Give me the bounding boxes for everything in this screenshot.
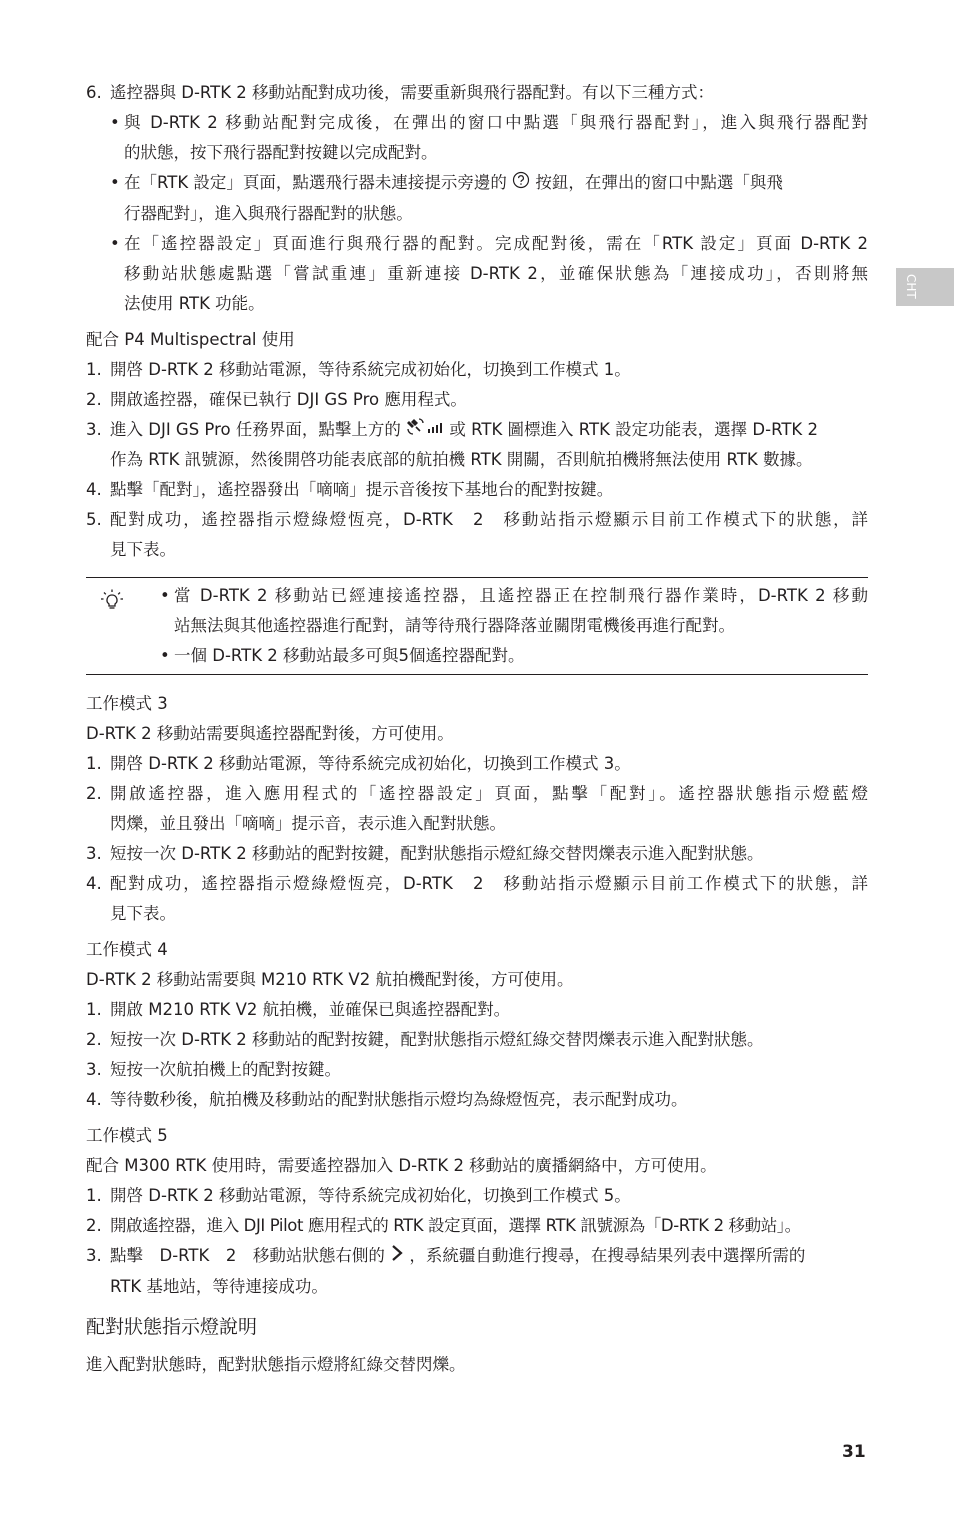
step-text: 開啓 D-RTK 2 移動站電源，等待系統完成初始化，切換到工作模式 5。: [110, 1186, 631, 1205]
mode3-step-2: [86, 779, 868, 839]
step-6-bullet-2: [86, 168, 868, 229]
mode3-step-1: [86, 749, 868, 779]
step-text: 開啟遙控器，進入 DJI Pilot 應用程式的 RTK 設定頁面，選擇 RTK 訊號源為「D-RTK 2 移動站」。: [110, 1216, 801, 1235]
step-number: 4.: [86, 874, 102, 893]
step-number: 3.: [86, 419, 102, 439]
tip-text: 站無法與其他遙控器進行配對，請等待飛行器降落並關閉電機後再進行配對。: [174, 616, 735, 635]
tip-item: [144, 581, 868, 641]
step-text: RTK 基地站，等待連接成功。: [110, 1276, 328, 1296]
step-text: 閃爍，並且發出「嘀嘀」提示音，表示進入配對狀態。: [110, 814, 506, 833]
p4-step-4: [86, 475, 868, 505]
step-6-bullet-1: [86, 108, 868, 168]
step-text: 開啟遙控器，確保已執行 DJI GS Pro 應用程式。: [110, 389, 467, 409]
page-content: [86, 78, 868, 1380]
section-heading-mode-5: 工作模式 5: [86, 1126, 168, 1145]
step-6-bullet-3: [86, 229, 868, 319]
tip-item: [144, 641, 868, 671]
tip-text: 一個 D-RTK 2 移動站最多可與5個遙控器配對。: [174, 646, 525, 665]
bullet: •: [110, 113, 120, 132]
bullet-text: 按鈕，在彈出的窗口中點選「與飛: [535, 173, 783, 192]
bullet-text: 移動站狀態處點選「嘗試重連」重新連接 D-RTK 2，並確保狀態為「連接成功」，否則將無: [124, 263, 868, 283]
indicator-text: 進入配對狀態時，配對狀態指示燈將紅綠交替閃爍。: [86, 1354, 466, 1374]
page-number: 31: [842, 1442, 866, 1462]
step-number: 2.: [86, 389, 102, 409]
lightbulb-icon: [86, 581, 144, 671]
step-text: 短按一次 D-RTK 2 移動站的配對按鍵，配對狀態指示燈紅綠交替閃爍表示進入配對狀態。: [110, 844, 764, 863]
step-text: 開啓 D-RTK 2 移動站電源，等待系統完成初始化，切換到工作模式 1。: [110, 359, 631, 379]
step-text: 點擊 D-RTK 2 移動站狀態右側的: [110, 1246, 385, 1265]
step-text: 短按一次航拍機上的配對按鍵。: [110, 1060, 341, 1079]
p4-step-3: [86, 415, 868, 476]
section-heading-mode-3: 工作模式 3: [86, 694, 168, 713]
language-tab-label: CHT: [904, 274, 918, 299]
section-intro: 配合 M300 RTK 使用時，需要遙控器加入 D-RTK 2 移動站的廣播網絡中，方可使用。: [86, 1156, 717, 1175]
step-text-line: [110, 415, 868, 446]
bullet-text: 在「RTK 設定」頁面，點選飛行器未連接提示旁邊的: [124, 173, 507, 192]
section-intro: D-RTK 2 移動站需要與 M210 RTK V2 航拍機配對後，方可使用。: [86, 970, 574, 989]
step-text-line: [110, 1241, 868, 1272]
bullet: •: [160, 586, 170, 605]
step-text: 點擊「配對」，遙控器發出「嘀嘀」提示音後按下基地台的配對按鍵。: [110, 480, 614, 499]
step-number: 2.: [86, 1030, 102, 1049]
bullet-text: 與 D-RTK 2 移動站配對完成後，在彈出的窗口中點選「與飛行器配對」，進入與飛行器配對: [124, 113, 868, 132]
bullet: •: [110, 233, 120, 253]
section-heading-p4: 配合 P4 Multispectral 使用: [86, 329, 295, 349]
bullet: •: [160, 646, 170, 665]
mode4-step-1: [86, 995, 868, 1025]
step-number: 1.: [86, 754, 102, 773]
p4-step-1: [86, 355, 868, 385]
mode3-step-4: [86, 869, 868, 929]
tip-text: 當 D-RTK 2 移動站已經連接遙控器，且遙控器正在控制飛行器作業時，D-RTK 2 移動: [174, 586, 868, 605]
tip-box: [86, 577, 868, 675]
step-text: 見下表。: [110, 904, 176, 923]
step-number: 1.: [86, 359, 102, 379]
bullet-text: 的狀態，按下飛行器配對按鍵以完成配對。: [124, 143, 438, 162]
step-text: 開啓 D-RTK 2 移動站電源，等待系統完成初始化，切換到工作模式 3。: [110, 754, 631, 773]
step-text: 配對成功，遙控器指示燈綠燈恆亮，D-RTK 2 移動站指示燈顯示目前工作模式下的狀態，詳: [110, 874, 868, 893]
step-text: 進入 DJI GS Pro 任務界面，點擊上方的: [110, 419, 401, 439]
step-number: 3.: [86, 1246, 102, 1265]
step-text: 開啟 M210 RTK V2 航拍機，並確保已與遙控器配對。: [110, 1000, 511, 1019]
step-text: 遙控器與 D-RTK 2 移動站配對成功後，需要重新與飛行器配對。有以下三種方式：: [110, 83, 715, 102]
chevron-right-icon: [390, 1242, 404, 1272]
step-number: 1.: [86, 1000, 102, 1019]
step-number: 5.: [86, 510, 102, 529]
satellite-signal-icon: [406, 415, 444, 445]
step-number: 4.: [86, 480, 102, 499]
mode3-step-3: [86, 839, 868, 869]
step-text: 見下表。: [110, 540, 176, 559]
step-number: 1.: [86, 1186, 102, 1205]
mode4-step-2: [86, 1025, 868, 1055]
step-number: 3.: [86, 1060, 102, 1079]
bullet-text: 行器配對」，進入與飛行器配對的狀態。: [124, 203, 413, 223]
language-tab: [896, 268, 954, 306]
step-text: ，系統疆自動進行搜尋，在搜尋結果列表中選擇所需的: [409, 1246, 806, 1265]
step-text: 短按一次 D-RTK 2 移動站的配對按鍵，配對狀態指示燈紅綠交替閃爍表示進入配對狀態。: [110, 1030, 764, 1049]
mode4-step-4: [86, 1085, 868, 1115]
step-text: 作為 RTK 訊號源，然後開啓功能表底部的航拍機 RTK 開關，否則航拍機將無法使用 RTK 數據。: [110, 450, 813, 469]
step-text: 或 RTK 圖標進入 RTK 設定功能表，選擇 D-RTK 2: [449, 419, 818, 439]
step-number: 2.: [86, 784, 102, 803]
p4-step-5: [86, 505, 868, 565]
step-number: 3.: [86, 844, 102, 863]
mode5-step-2: [86, 1211, 868, 1241]
bullet-text: 法使用 RTK 功能。: [124, 293, 265, 313]
mode4-step-3: [86, 1055, 868, 1085]
section-heading-mode-4: 工作模式 4: [86, 940, 168, 959]
bullet: •: [110, 173, 120, 192]
mode5-step-1: [86, 1181, 868, 1211]
step-number: 2.: [86, 1216, 102, 1235]
step-text: 等待數秒後，航拍機及移動站的配對狀態指示燈均為綠燈恆亮，表示配對成功。: [110, 1090, 688, 1109]
step-number: 6.: [86, 83, 102, 102]
mode5-step-3: [86, 1241, 868, 1302]
step-number: 4.: [86, 1090, 102, 1109]
bullet-text-line: [124, 168, 868, 199]
section-intro: D-RTK 2 移動站需要與遙控器配對後，方可使用。: [86, 724, 454, 743]
bullet-text: 在「遙控器設定」頁面進行與飛行器的配對。完成配對後，需在「RTK 設定」頁面 D-RTK 2: [124, 233, 868, 253]
step-text: 開啟遙控器，進入應用程式的「遙控器設定」頁面，點擊「配對」。遙控器狀態指示燈藍燈: [110, 784, 868, 803]
question-circle-icon: [512, 169, 530, 199]
section-heading-indicator: 配對狀態指示燈說明: [86, 1315, 258, 1338]
p4-step-2: [86, 385, 868, 415]
step-text: 配對成功，遙控器指示燈綠燈恆亮，D-RTK 2 移動站指示燈顯示目前工作模式下的狀態，詳: [110, 510, 868, 529]
step-6: [86, 78, 868, 108]
